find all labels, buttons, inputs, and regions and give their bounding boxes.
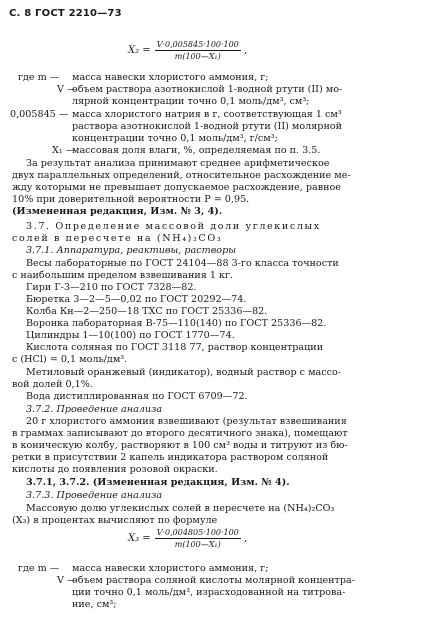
def1-text-coef-2: раствора азотнокислой 1-водной ртути (II) молярной <box>72 121 343 132</box>
formula-x2-fraction <box>155 40 241 61</box>
def1-term-m: где m — <box>18 72 60 83</box>
formula-x3 <box>128 528 247 549</box>
formula-x3-lhs: X₃ = <box>128 533 151 544</box>
def2-text-v-2: ции точно 0,1 моль/дм³, израсходованной на титрова- <box>72 587 346 598</box>
para372-line-4: ретки в присутствии 2 капель индикатора раствором соляной <box>12 452 329 463</box>
note-1: (Измененная редакция, Изм. № 3, 4). <box>12 206 223 217</box>
item-371-10: Метиловый оранжевый (индикатор), водный раствор с массо- <box>26 367 342 378</box>
def2-text-v-3: ние, см³; <box>72 599 117 610</box>
item-371-12: Вода дистиллированная по ГОСТ 6709—72. <box>26 391 248 402</box>
item-371-9: c (HCl) = 0,1 моль/дм³. <box>12 354 128 365</box>
section-3-7-1-title: 3.7.1. Аппаратура, реактивы, растворы <box>26 245 237 256</box>
para372-line-2: в граммах записывают до второго десятичного знака), помещают <box>12 428 348 439</box>
para1-line-3: жду которыми не превышает допускаемое расхождение, равное <box>12 182 341 193</box>
section-3-7-3-title: 3.7.3. Проведение анализа <box>26 490 163 501</box>
item-371-2: с наибольшим пределом взвешивания 1 кг. <box>12 270 234 281</box>
para372-line-5: кислоты до появления розовой окраски. <box>12 464 218 475</box>
def1-text-coef-3: концентрации точно 0,1 моль/дм³, г/см³; <box>72 133 278 144</box>
section-3-7-line-1: 3.7. Определение массовой доли углекислых <box>26 221 321 232</box>
formula-x2-numerator: V·0,005845·100·100 <box>156 40 239 49</box>
def1-term-x1: X₁ — <box>52 145 76 156</box>
para1-line-1: За результат анализа принимают среднее арифметическое <box>26 158 330 169</box>
formula-x2-lhs: X₂ = <box>128 45 151 56</box>
def1-term-coef: 0,005845 — <box>10 109 69 120</box>
para1-line-2: двух параллельных определений, относительное расхождение ме- <box>12 170 351 181</box>
section-3-7-2-title: 3.7.2. Проведение анализа <box>26 404 163 415</box>
formula-x2-denominator: m(100—X₁) <box>174 52 221 61</box>
section-3-7-line-2: солей в пересчете на (NH₄)₂CO₃ <box>12 233 223 244</box>
para1-line-4: 10% при доверительной вероятности P = 0,95. <box>12 194 250 205</box>
item-371-5: Колба Кн—2—250—18 ТХС по ГОСТ 25336—82. <box>26 306 268 317</box>
item-371-4: Бюретка 3—2—5—0,02 по ГОСТ 20292—74. <box>26 294 247 305</box>
def2-term-m: где m — <box>18 563 60 574</box>
formula-x3-tail: , <box>243 533 247 544</box>
def1-text-coef-1: масса хлористого натрия в г, соответствующая 1 см³ <box>72 109 342 120</box>
def1-text-m: масса навески хлористого аммония, г; <box>72 72 269 83</box>
para373-line-2: (X₃) в процентах вычисляют по формуле <box>12 515 218 526</box>
def1-term-v: V — <box>57 84 77 95</box>
item-371-1: Весы лабораторные по ГОСТ 24104—88 3-го класса точности <box>26 258 339 269</box>
def2-term-v: V — <box>57 575 77 586</box>
note-2: 3.7.1, 3.7.2. (Измененная редакция, Изм. № 4). <box>26 477 290 488</box>
def1-text-x1: массовая доля влаги, %, определяемая по п. 3.5. <box>72 145 321 156</box>
para372-line-3: в коническую колбу, растворяют в 100 см³ воды и титруют из бю- <box>12 440 348 451</box>
def1-text-v-2: лярной концентрации точно 0,1 моль/дм³, см³; <box>72 96 310 107</box>
item-371-7: Цилиндры 1—10(100) по ГОСТ 1770—74. <box>26 330 235 341</box>
def2-text-v-1: объем раствора соляной кислоты молярной концентра- <box>72 575 355 586</box>
formula-x2-tail: , <box>243 45 247 56</box>
def2-text-m: масса навески хлористого аммония, г; <box>72 563 269 574</box>
formula-x3-denominator: m(100—X₁) <box>174 540 221 549</box>
item-371-8: Кислота соляная по ГОСТ 3118 77, раствор концентрации <box>26 342 324 353</box>
formula-x3-fraction <box>155 528 241 549</box>
para373-line-1: Массовую долю углекислых солей в пересчете на (NH₄)₂CO₃ <box>26 503 335 514</box>
item-371-11: вой долей 0,1%. <box>12 379 93 390</box>
para372-line-1: 20 г хлористого аммония взвешивают (результат взвешивания <box>26 416 347 427</box>
page-header: С. 8 ГОСТ 2210—73 <box>9 8 122 19</box>
item-371-3: Гири Г-3—210 по ГОСТ 7328—82. <box>26 282 197 293</box>
def1-text-v-1: объем раствора азотнокислой 1-водной ртути (II) мо- <box>72 84 343 95</box>
formula-x2 <box>128 40 247 61</box>
formula-x3-numerator: V·0,004805·100·100 <box>156 528 239 537</box>
item-371-6: Воронка лабораторная В-75—110(140) по ГОСТ 25336—82. <box>26 318 327 329</box>
